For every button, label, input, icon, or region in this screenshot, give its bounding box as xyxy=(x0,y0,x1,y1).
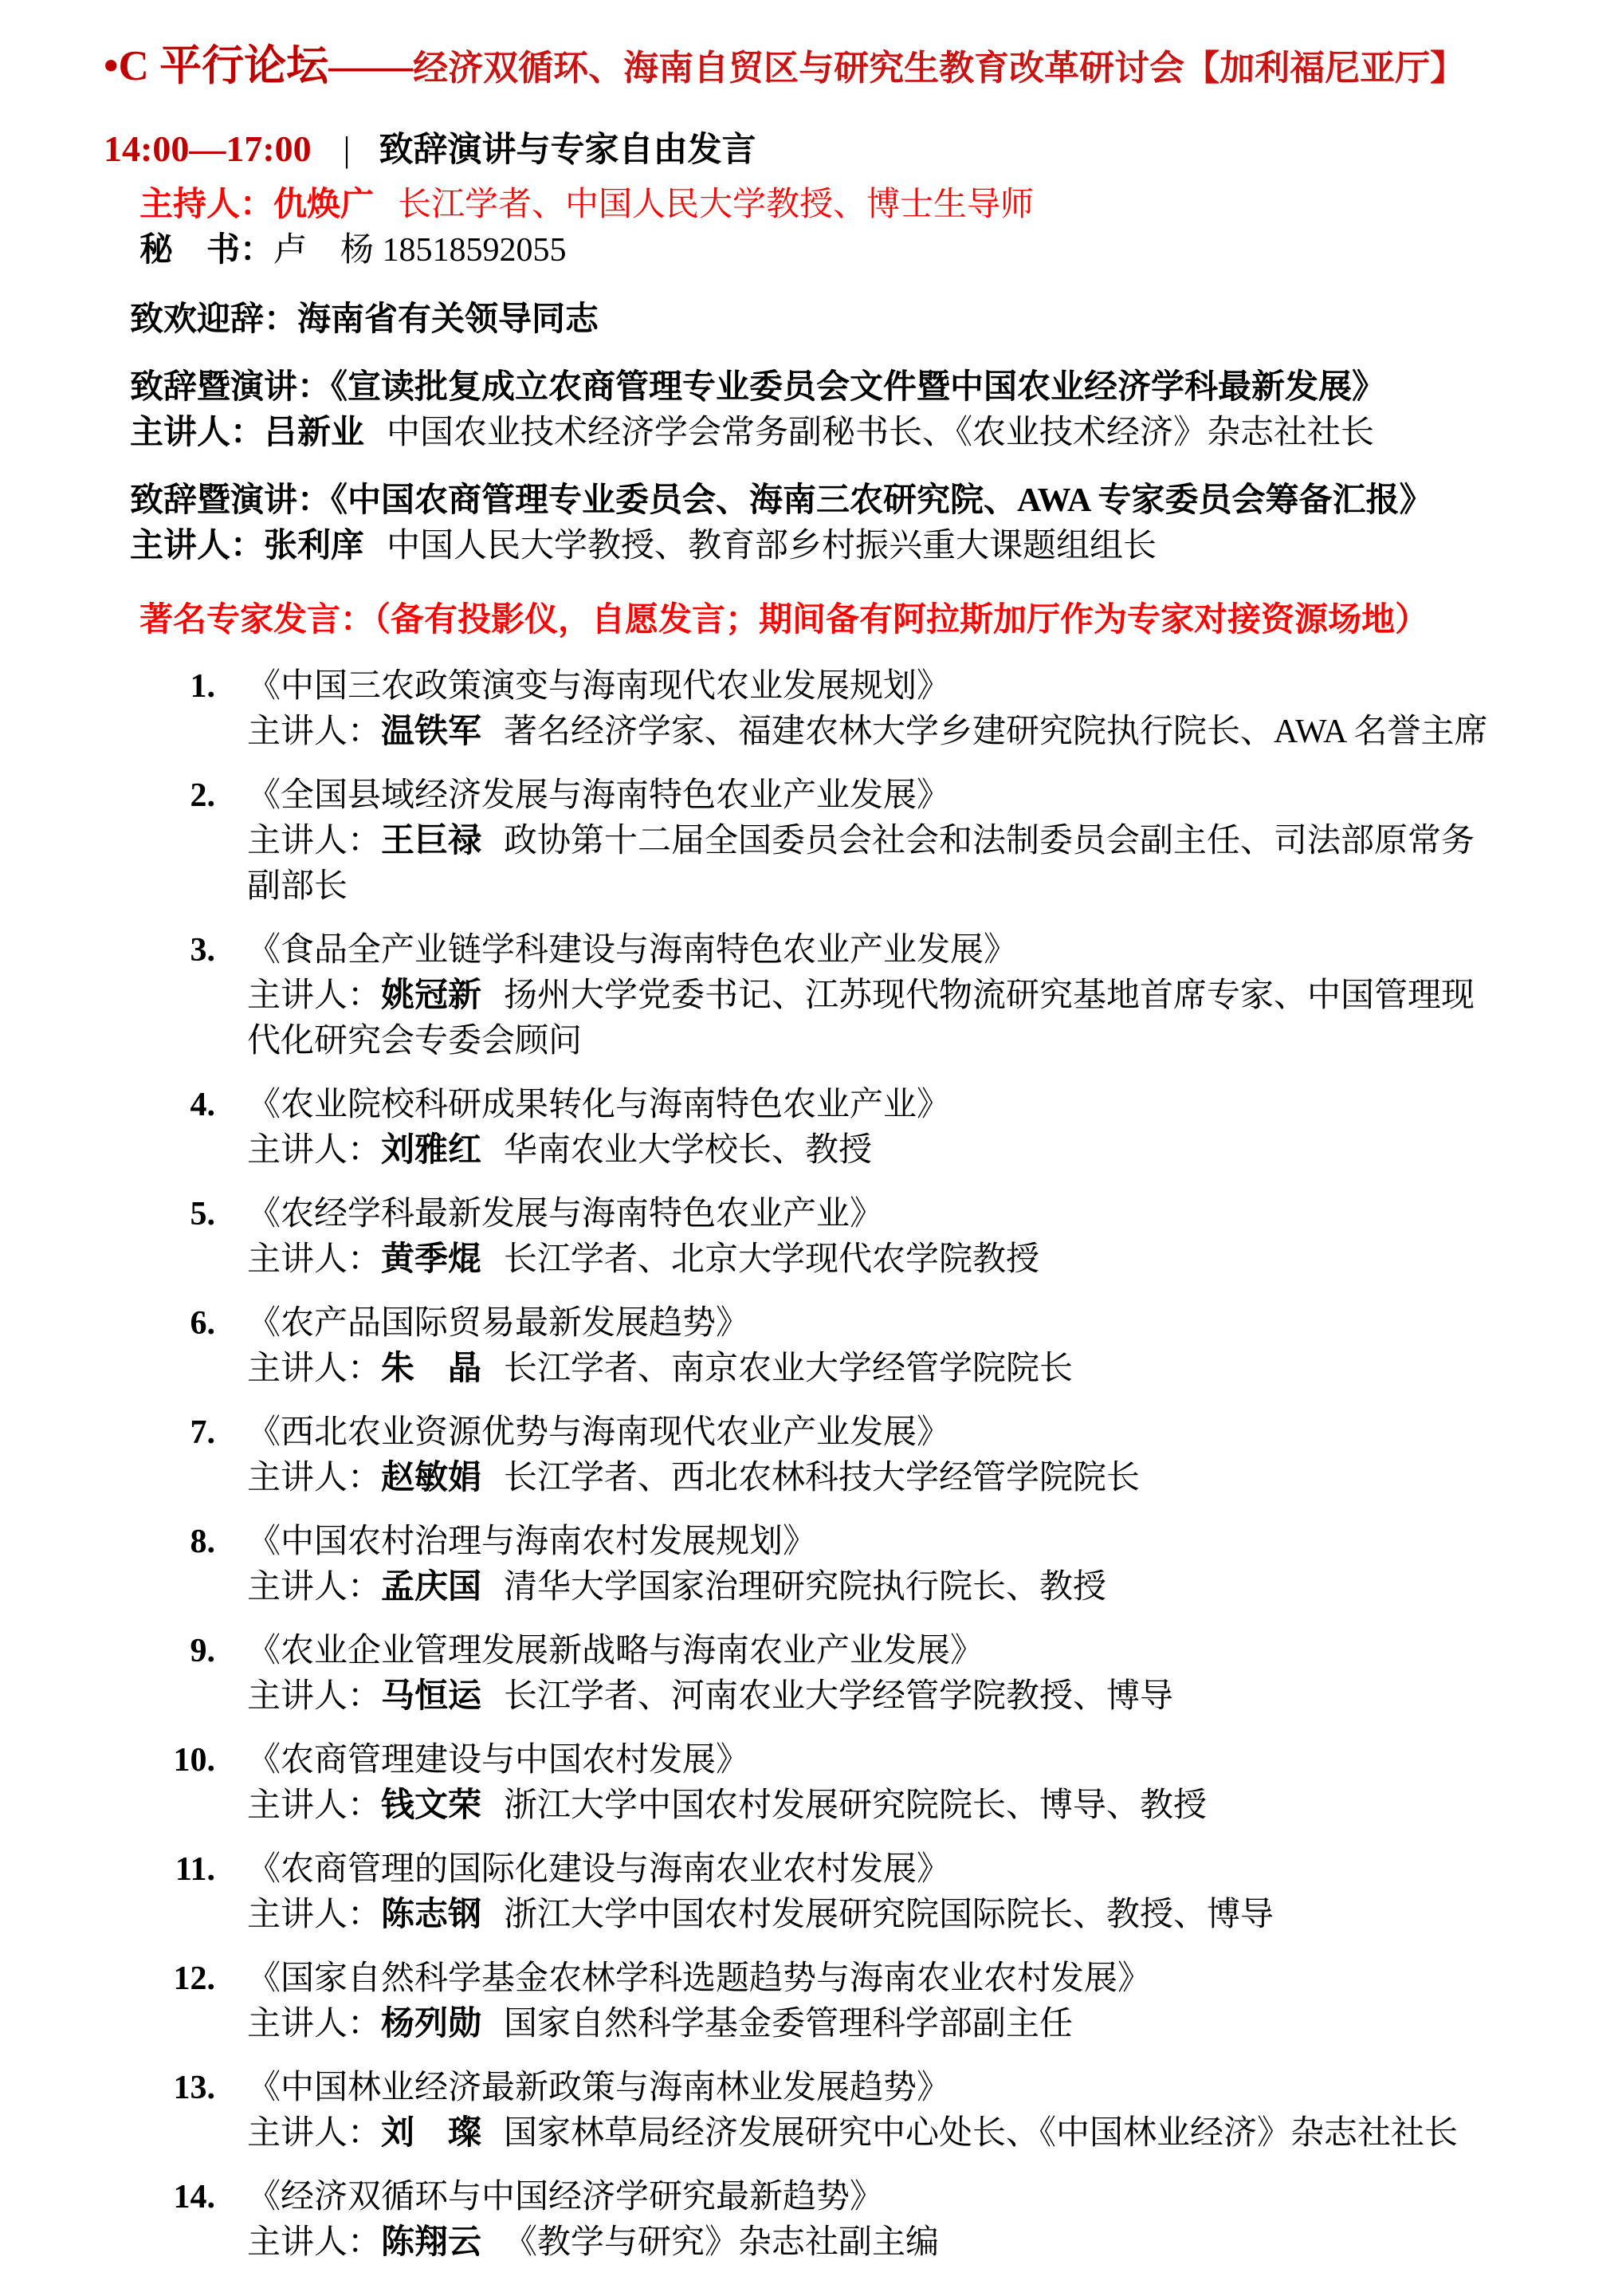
item-number: 5. xyxy=(190,1196,215,1233)
speaker-desc: 政协第十二届全国委员会社会和法制委员会副主任、司法部原常务副部长 xyxy=(247,823,1475,905)
item-speaker-line xyxy=(247,1237,1039,1283)
speaker-name: 朱 晶 xyxy=(381,1350,482,1387)
speaker-desc: 长江学者、南京农业大学经管学院院长 xyxy=(504,1350,1074,1387)
item-title: 《食品全产业链学科建设与海南特色农业产业发展》 xyxy=(247,932,1018,969)
item-body xyxy=(247,1520,1106,1610)
item-speaker-line xyxy=(247,2111,1458,2156)
speaker-desc: 清华大学国家治理研究院执行院长、教授 xyxy=(504,1569,1107,1606)
item-body xyxy=(247,1410,1140,1501)
list-item xyxy=(104,1629,1570,1720)
item-body xyxy=(247,1192,1039,1283)
speaker-name: 陈志钢 xyxy=(381,1897,482,1933)
item-body xyxy=(247,773,1490,910)
secretary-value: 卢 杨 18518592055 xyxy=(273,232,567,269)
list-item xyxy=(104,664,1570,755)
separator-bar: | xyxy=(343,130,351,169)
item-speaker-line xyxy=(247,819,1490,910)
speech-title: 致辞暨演讲：《宣读批复成立农商管理专业委员会文件暨中国农业经济学科最新发展》 xyxy=(130,369,1386,406)
welcome-line: 致欢迎辞：海南省有关领导同志 xyxy=(130,301,599,338)
item-body xyxy=(247,1083,950,1174)
list-item xyxy=(104,1410,1570,1501)
item-title: 《中国林业经济最新政策与海南林业发展趋势》 xyxy=(247,2070,951,2106)
list-item xyxy=(104,928,1570,1064)
host-line xyxy=(139,183,1570,228)
item-number: 4. xyxy=(190,1087,215,1123)
item-body xyxy=(247,664,1488,755)
item-body xyxy=(247,1301,1073,1392)
list-item xyxy=(104,1083,1570,1174)
speech-block xyxy=(130,365,1570,456)
speaker-label: 主讲人： xyxy=(247,1569,382,1606)
speaker-label: 主讲人： xyxy=(247,823,382,859)
host-name: 仇焕广 xyxy=(273,187,375,223)
item-number: 9. xyxy=(190,1633,215,1669)
item-title: 《中国农村治理与海南农村发展规划》 xyxy=(247,1523,817,1560)
item-speaker-line xyxy=(247,1565,1106,1610)
speaker-name: 姚冠新 xyxy=(381,977,482,1014)
speaker-desc: 《教学与研究》杂志社副主编 xyxy=(504,2224,940,2261)
expert-session-note: 著名专家发言：（备有投影仪，自愿发言；期间备有阿拉斯加厅作为专家对接资源场地） xyxy=(139,602,1429,639)
item-body xyxy=(247,2066,1458,2156)
speech-speaker-line xyxy=(130,411,1570,456)
speaker-name: 黄季焜 xyxy=(381,1241,482,1278)
host-label: 主持人： xyxy=(139,187,274,223)
item-number: 8. xyxy=(190,1523,215,1560)
speaker-desc: 中国人民大学教授、教育部乡村振兴重大课题组组长 xyxy=(387,528,1157,564)
item-title: 《农产品国际贸易最新发展趋势》 xyxy=(247,1305,750,1342)
list-item xyxy=(104,1956,1570,2047)
speaker-name: 赵敏娟 xyxy=(381,1460,482,1496)
speaker-name: 温铁军 xyxy=(381,714,482,750)
speaker-desc: 浙江大学中国农村发展研究院院长、博导、教授 xyxy=(504,1787,1208,1824)
item-body xyxy=(247,1847,1274,1938)
speaker-desc: 华南农业大学校长、教授 xyxy=(504,1132,873,1169)
speaker-name: 刘雅红 xyxy=(381,1132,482,1169)
speaker-label: 主讲人： xyxy=(247,2006,382,2042)
forum-title xyxy=(104,37,1570,99)
speaker-label: 主讲人： xyxy=(247,1897,382,1933)
item-body xyxy=(247,1629,1173,1720)
speaker-label: 主讲人： xyxy=(247,1460,382,1496)
list-item xyxy=(104,1847,1570,1938)
item-speaker-line xyxy=(247,1456,1140,1501)
speaker-label: 主讲人： xyxy=(247,2115,382,2152)
speaker-label: 主讲人： xyxy=(247,714,382,750)
speaker-name: 马恒运 xyxy=(381,1678,482,1715)
speaker-label: 主讲人： xyxy=(247,1132,382,1169)
speaker-desc: 长江学者、西北农林科技大学经管学院院长 xyxy=(504,1460,1141,1496)
host-desc: 长江学者、中国人民大学教授、博士生导师 xyxy=(398,187,1035,223)
item-number: 3. xyxy=(190,932,215,969)
speech-title: 致辞暨演讲：《中国农商管理专业委员会、海南三农研究院、AWA 专家委员会筹备汇报》 xyxy=(130,482,1433,519)
speaker-desc: 国家自然科学基金委管理科学部副主任 xyxy=(504,2006,1074,2042)
item-title: 《农业企业管理发展新战略与海南农业产业发展》 xyxy=(247,1633,984,1669)
speaker-desc: 长江学者、北京大学现代农学院教授 xyxy=(504,1241,1040,1278)
item-body xyxy=(247,928,1490,1064)
session-time: 14:00—17:00 xyxy=(104,128,312,169)
item-speaker-line xyxy=(247,2002,1151,2047)
list-item xyxy=(104,1192,1570,1283)
item-speaker-line xyxy=(247,1347,1073,1392)
item-number: 14. xyxy=(173,2179,215,2215)
item-speaker-line xyxy=(247,1893,1274,1938)
item-number: 1. xyxy=(190,668,215,705)
speaker-desc: 浙江大学中国农村发展研究院国际院长、教授、博导 xyxy=(504,1897,1274,1933)
item-title: 《农商管理的国际化建设与海南农业农村发展》 xyxy=(247,1851,951,1888)
speaker-label: 主讲人： xyxy=(247,2224,382,2261)
speaker-label: 主讲人： xyxy=(130,415,265,451)
item-speaker-line xyxy=(247,1783,1207,1829)
item-title: 《农商管理建设与中国农村发展》 xyxy=(247,1742,750,1779)
item-speaker-line xyxy=(247,1674,1173,1720)
list-item xyxy=(104,2066,1570,2156)
item-body xyxy=(247,2175,939,2266)
speaker-name: 孟庆国 xyxy=(381,1569,482,1606)
secretary-label: 秘 书： xyxy=(139,232,274,269)
speaker-name: 张利庠 xyxy=(264,528,365,564)
item-number: 12. xyxy=(173,1960,215,1997)
speaker-desc: 中国农业技术经济学会常务副秘书长、《农业技术经济》杂志社社长 xyxy=(387,415,1375,451)
speaker-label: 主讲人： xyxy=(247,1241,382,1278)
speaker-name: 吕新业 xyxy=(264,415,365,451)
speaker-label: 主讲人： xyxy=(247,1787,382,1824)
speaker-desc: 长江学者、河南农业大学经管学院教授、博导 xyxy=(504,1678,1174,1715)
item-title: 《国家自然科学基金农林学科选题趋势与海南农业农村发展》 xyxy=(247,1960,1152,1997)
list-item xyxy=(104,1520,1570,1610)
item-title: 《农经学科最新发展与海南特色农业产业》 xyxy=(247,1196,884,1233)
speaker-label: 主讲人： xyxy=(130,528,265,564)
speaker-name: 杨列勋 xyxy=(381,2006,482,2042)
speaker-label: 主讲人： xyxy=(247,1350,382,1387)
session-header xyxy=(104,126,1570,173)
item-title: 《中国三农政策演变与海南现代农业发展规划》 xyxy=(247,668,951,705)
forum-title-prefix: •C 平行论坛—— xyxy=(104,43,414,89)
item-speaker-line xyxy=(247,1128,950,1174)
speech-speaker-line xyxy=(130,524,1570,569)
speaker-desc: 扬州大学党委书记、江苏现代物流研究基地首席专家、中国管理现代化研究会专委会顾问 xyxy=(247,977,1475,1060)
item-speaker-line xyxy=(247,2220,939,2266)
speaker-desc: 著名经济学家、福建农林大学乡建研究院执行院长、AWA 名誉主席 xyxy=(504,714,1488,750)
list-item xyxy=(104,2175,1570,2266)
speaker-label: 主讲人： xyxy=(247,977,382,1014)
item-title: 《西北农业资源优势与海南现代农业产业发展》 xyxy=(247,1414,951,1451)
item-number: 6. xyxy=(190,1305,215,1342)
list-item xyxy=(104,773,1570,910)
speaker-name: 钱文荣 xyxy=(381,1787,482,1824)
item-number: 7. xyxy=(190,1414,215,1451)
item-speaker-line xyxy=(247,710,1488,755)
forum-title-text: 经济双循环、海南自贸区与研究生教育改革研讨会【加利福尼亚厅】 xyxy=(413,49,1466,88)
item-body xyxy=(247,1738,1207,1829)
session-title: 致辞演讲与专家自由发言 xyxy=(379,132,756,169)
item-speaker-line xyxy=(247,973,1490,1064)
item-title: 《全国县域经济发展与海南特色农业产业发展》 xyxy=(247,777,951,814)
item-number: 2. xyxy=(190,777,215,814)
speaker-desc: 国家林草局经济发展研究中心处长、《中国林业经济》杂志社社长 xyxy=(504,2115,1459,2152)
speech-block xyxy=(130,478,1570,569)
secretary-line xyxy=(139,228,1570,273)
item-title: 《经济双循环与中国经济学研究最新趋势》 xyxy=(247,2179,884,2215)
speaker-name: 陈翔云 xyxy=(381,2224,482,2261)
item-number: 11. xyxy=(175,1851,215,1888)
speaker-name: 刘 璨 xyxy=(381,2115,482,2152)
item-number: 10. xyxy=(173,1742,215,1779)
item-body xyxy=(247,1956,1151,2047)
speaker-list xyxy=(104,664,1570,2266)
list-item xyxy=(104,1738,1570,1829)
speaker-name: 王巨禄 xyxy=(381,823,482,859)
item-number: 13. xyxy=(173,2070,215,2106)
list-item xyxy=(104,1301,1570,1392)
speaker-label: 主讲人： xyxy=(247,1678,382,1715)
item-title: 《农业院校科研成果转化与海南特色农业产业》 xyxy=(247,1087,951,1123)
